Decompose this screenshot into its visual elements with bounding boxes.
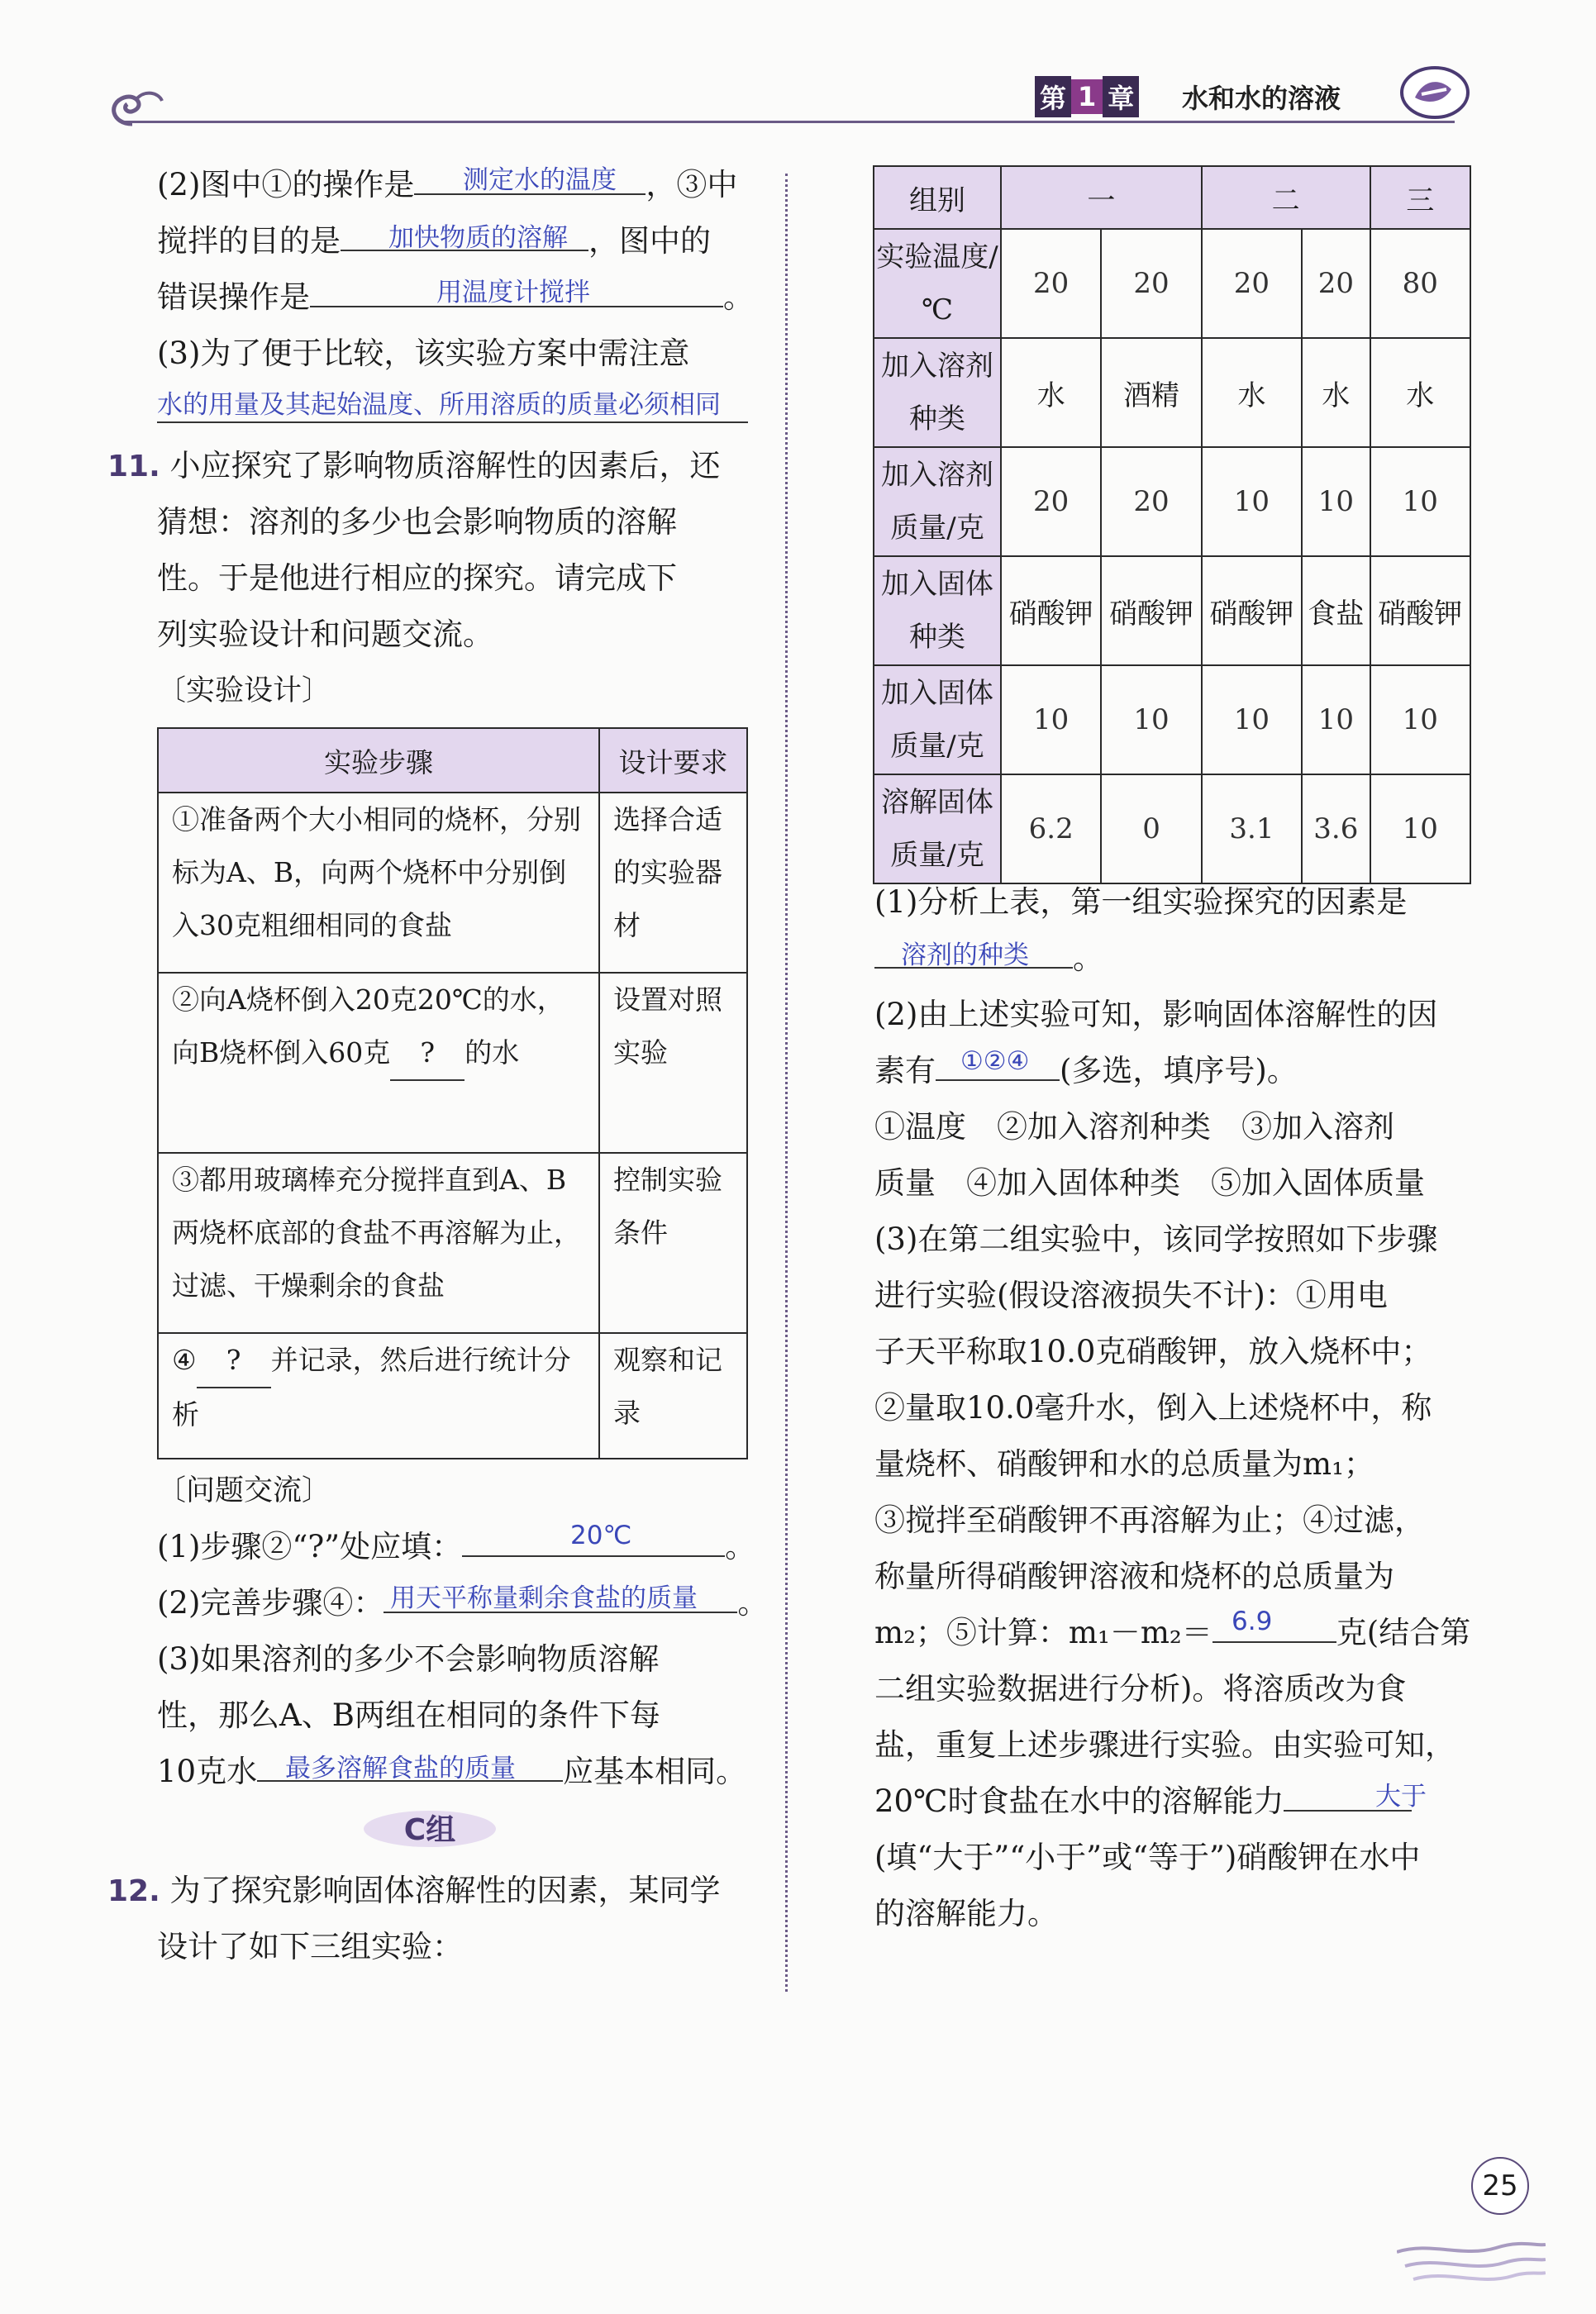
q12-part3-line12: (填“大于”“小于”或“等于”)硝酸钾在水中	[874, 1840, 1421, 1875]
answer-blank[interactable]	[157, 421, 748, 423]
step-cell: ①准备两个大小相同的烧杯，分别标为A、B，向两个烧杯中分别倒入30克粗细相同的食盐	[158, 793, 599, 973]
table-cell: 10	[1202, 447, 1302, 556]
table-cell: 80	[1370, 229, 1470, 338]
question-number: 12.	[107, 1874, 160, 1908]
table-cell: 食盐	[1302, 556, 1370, 665]
table-cell: 硝酸钾	[1202, 556, 1302, 665]
q12-part1-line1: (1)分析上表，第一组实验探究的因素是	[874, 884, 1408, 920]
table-cell: 10	[1370, 774, 1470, 883]
q12-part3-line13: 的溶解能力。	[874, 1896, 1058, 1931]
q12-part3-line10: 盐，重复上述步骤进行实验。由实验可知，	[874, 1727, 1455, 1763]
logo-swirl-icon	[99, 83, 165, 132]
table-cell: 20	[1001, 229, 1101, 338]
q11-line4: 列实验设计和问题交流。	[157, 617, 493, 652]
disc-q1: (1)步骤②“?”处应填： 。	[157, 1519, 755, 1575]
answer-blank[interactable]: ?	[197, 1334, 271, 1388]
row-label: 溶解固体质量/克	[874, 774, 1001, 883]
answer-operation: 测定水的温度	[463, 165, 617, 195]
series-badge-icon	[1397, 64, 1473, 121]
table-cell: 10	[1001, 665, 1101, 774]
q12-line1: 12. 为了探究影响固体溶解性的因素，某同学	[107, 1873, 721, 1908]
table-cell: 水	[1302, 338, 1370, 447]
experiment-design-table	[157, 727, 748, 1459]
solubility-experiment-table	[873, 165, 1471, 884]
table-header: 设计要求	[599, 728, 747, 793]
table-header: 一	[1001, 166, 1202, 229]
q12-part3-line9: 二组实验数据进行分析)。将溶质改为食	[874, 1671, 1407, 1707]
table-cell: 10	[1370, 665, 1470, 774]
q11-line2: 猜想：溶剂的多少也会影响物质的溶解	[157, 504, 677, 540]
step-cell: ②向A烧杯倒入20克20℃的水，向B烧杯倒入60克 ? 的水	[158, 973, 599, 1153]
disc-q3-line1: (3)如果溶剂的多少不会影响物质溶解	[157, 1641, 660, 1677]
q12-part3-line8: m₂；⑤计算：m₁－m₂＝ 克(结合第	[874, 1605, 1470, 1661]
table-cell: 10	[1101, 665, 1201, 774]
answer-d2: 用天平称量剩余食盐的质量	[390, 1583, 698, 1613]
table-cell: 20	[1101, 229, 1201, 338]
table-header: 组别	[874, 166, 1001, 229]
table-row	[874, 774, 1470, 883]
requirement-cell: 选择合适的实验器材	[599, 793, 747, 973]
step-cell: ③都用玻璃棒充分搅拌直到A、B两烧杯底部的食盐不再溶解为止，过滤、干燥剩余的食盐	[158, 1153, 599, 1333]
page-number: 25	[1471, 2157, 1529, 2215]
table-cell: 10	[1302, 447, 1370, 556]
answer-r12: 6.9	[1232, 1607, 1273, 1636]
table-cell: 3.6	[1302, 774, 1370, 883]
question-number: 11.	[107, 450, 160, 483]
disc-q3-line2: 性，那么A、B两组在相同的条件下每	[157, 1697, 660, 1733]
q12-part3-line1: (3)在第二组实验中，该同学按照如下步骤	[874, 1221, 1438, 1257]
answer-stir-purpose: 加快物质的溶解	[388, 223, 568, 253]
requirement-cell: 观察和记录	[599, 1333, 747, 1459]
chapter-title: 水和水的溶液	[1182, 83, 1341, 114]
q12-line2: 设计了如下三组实验：	[157, 1929, 463, 1964]
row-label: 加入固体种类	[874, 556, 1001, 665]
chapter-prefix: 第	[1035, 76, 1071, 117]
answer-attention: 水的用量及其起始温度、所用溶质的质量必须相同	[157, 390, 721, 420]
answer-r15: 大于	[1375, 1782, 1427, 1812]
q12-part2-line2: 素有 (多选，填序号)。	[874, 1043, 1298, 1099]
q11-line3: 性。于是他进行相应的探究。请完成下	[157, 560, 677, 596]
options-line1: ①温度 ②加入溶剂种类 ③加入溶剂	[874, 1109, 1394, 1145]
table-cell: 水	[1001, 338, 1101, 447]
table-row	[158, 1333, 747, 1459]
q12-part3-line2: 进行实验(假设溶液损失不计)：①用电	[874, 1278, 1388, 1313]
group-c-label: C组	[403, 1813, 456, 1847]
table-header: 实验步骤	[158, 728, 599, 793]
discussion-label: 〔问题交流〕	[157, 1474, 331, 1507]
table-cell: 20	[1202, 229, 1302, 338]
table-cell: 10	[1302, 665, 1370, 774]
footer-waves-icon	[1397, 2190, 1546, 2297]
table-header: 二	[1202, 166, 1370, 229]
table-row	[874, 338, 1470, 447]
table-row	[874, 447, 1470, 556]
disc-q2: (2)完善步骤④： 。	[157, 1575, 768, 1631]
table-cell: 6.2	[1001, 774, 1101, 883]
q12-part3-line6: ③搅拌至硝酸钾不再溶解为止；④过滤，	[874, 1502, 1425, 1538]
answer-r1: 溶剂的种类	[901, 940, 1029, 970]
row-label: 实验温度/℃	[874, 229, 1001, 338]
table-row	[158, 793, 747, 973]
q10-part3-line: (3)为了便于比较，该实验方案中需注意	[157, 336, 690, 371]
group-c-badge	[360, 1808, 500, 1850]
table-cell: 水	[1370, 338, 1470, 447]
table-row	[874, 665, 1470, 774]
chapter-number: 1	[1071, 79, 1103, 114]
table-row	[874, 229, 1470, 338]
column-divider	[785, 174, 788, 1992]
answer-d1: 20℃	[570, 1521, 632, 1550]
q11-line1: 11. 小应探究了影响物质溶解性的因素后，还	[107, 448, 721, 483]
table-row	[158, 1153, 747, 1333]
q12-part3-line7: 称量所得硝酸钾溶液和烧杯的总质量为	[874, 1559, 1394, 1594]
table-cell: 3.1	[1202, 774, 1302, 883]
row-label: 加入溶剂质量/克	[874, 447, 1001, 556]
q12-part3-line11: 20℃时食盐在水中的溶解能力	[874, 1774, 1412, 1830]
requirement-cell: 控制实验条件	[599, 1153, 747, 1333]
q12-part1-line2: 。	[874, 931, 1103, 987]
table-cell: 20	[1101, 447, 1201, 556]
step-cell: ④ ? 并记录，然后进行统计分析	[158, 1333, 599, 1459]
table-cell: 水	[1202, 338, 1302, 447]
table-cell: 硝酸钾	[1001, 556, 1101, 665]
table-row	[158, 973, 747, 1153]
design-label: 〔实验设计〕	[157, 674, 331, 707]
table-cell: 20	[1302, 229, 1370, 338]
answer-d3: 最多溶解食盐的质量	[285, 1754, 516, 1783]
q10-part2-line3: 错误操作是 。	[157, 269, 754, 326]
q12-part3-line4: ②量取10.0毫升水，倒入上述烧杯中，称	[874, 1390, 1432, 1426]
q12-part3-line3: 子天平称取10.0克硝酸钾，放入烧杯中；	[874, 1334, 1432, 1369]
table-cell: 20	[1001, 447, 1101, 556]
answer-error: 用温度计搅拌	[436, 278, 590, 307]
answer-blank[interactable]: ?	[390, 1026, 465, 1081]
chapter-suffix: 章	[1103, 76, 1139, 117]
answer-r2: ①②④	[960, 1046, 1030, 1076]
table-row	[874, 556, 1470, 665]
header-rule	[124, 121, 1455, 123]
requirement-cell: 设置对照实验	[599, 973, 747, 1153]
table-cell: 硝酸钾	[1101, 556, 1201, 665]
disc-q3-line3: 10克水 应基本相同。	[157, 1744, 746, 1800]
q12-part2-line1: (2)由上述实验可知，影响固体溶解性的因	[874, 997, 1438, 1032]
chapter-label	[1035, 78, 1139, 116]
options-line2: 质量 ④加入固体种类 ⑤加入固体质量	[874, 1165, 1425, 1201]
table-cell: 硝酸钾	[1370, 556, 1470, 665]
row-label: 加入固体质量/克	[874, 665, 1001, 774]
row-label: 加入溶剂种类	[874, 338, 1001, 447]
table-cell: 10	[1370, 447, 1470, 556]
table-cell: 0	[1101, 774, 1201, 883]
q10-part2-line2: 搅拌的目的是 ，图中的	[157, 213, 711, 269]
q10-part2-line1: (2)图中①的操作是 ，③中	[157, 157, 737, 213]
q12-part3-line5: 量烧杯、硝酸钾和水的总质量为m₁；	[874, 1446, 1374, 1482]
table-header: 三	[1370, 166, 1470, 229]
table-cell: 酒精	[1101, 338, 1201, 447]
table-cell: 10	[1202, 665, 1302, 774]
